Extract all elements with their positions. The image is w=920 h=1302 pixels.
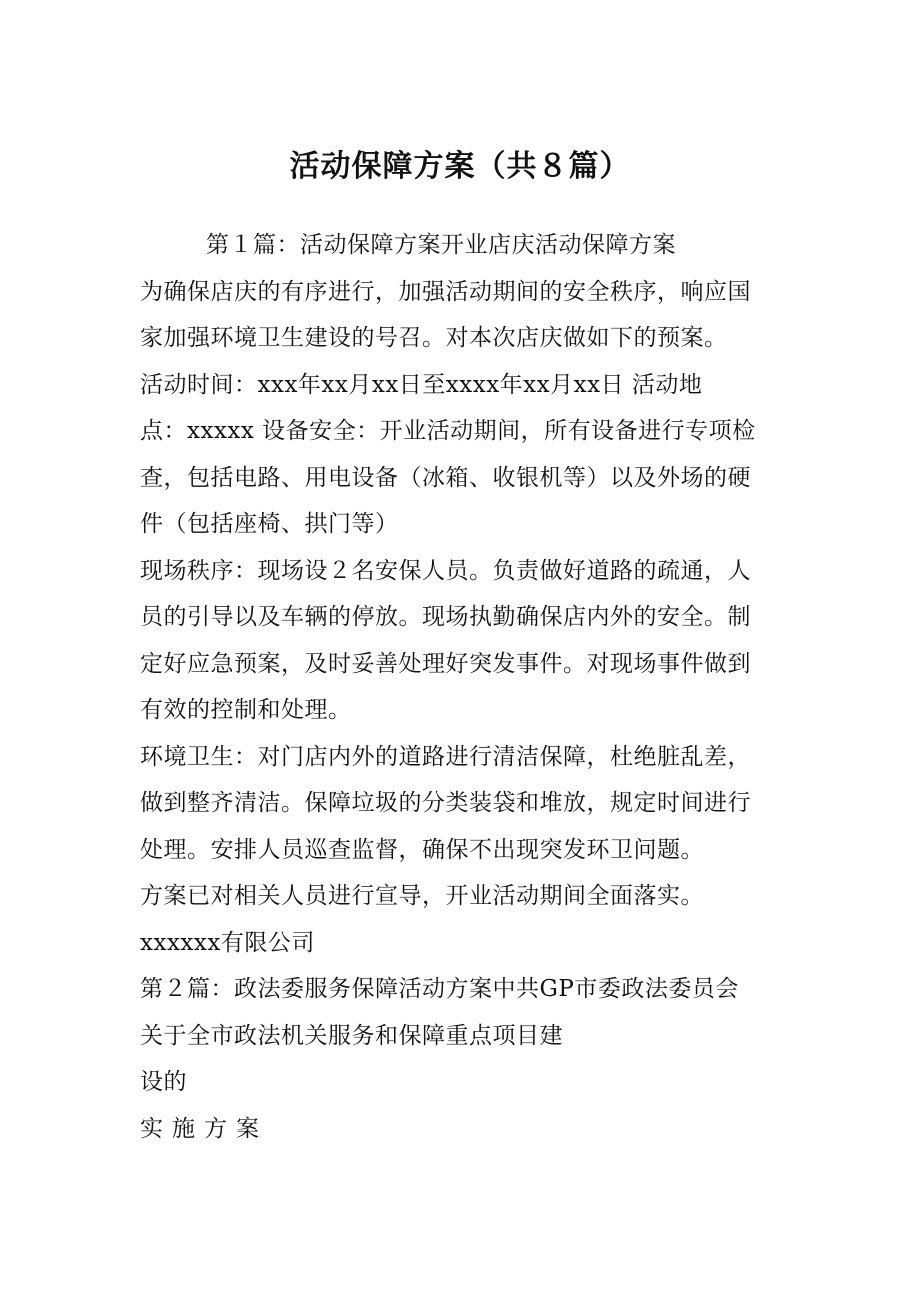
- paragraph-line: 关于全市政法机关服务和保障重点项目建: [140, 1022, 563, 1049]
- paragraph-line: 点：xxxxx 设备安全：开业活动期间，所有设备进行专项检: [140, 418, 756, 444]
- paragraph-line: 实施方案: [140, 1115, 268, 1142]
- paragraph-line: 员的引导以及车辆的停放。现场执勤确保店内外的安全。制: [140, 604, 751, 630]
- paragraph-line: 设的: [140, 1069, 187, 1095]
- paragraph-line: 为确保店庆的有序进行，加强活动期间的安全秩序，响应国: [140, 278, 751, 305]
- paragraph-line: 环境卫生：对门店内外的道路进行清洁保障，杜绝脏乱差，: [140, 743, 751, 770]
- paragraph-line: 家加强环境卫生建设的号召。对本次店庆做如下的预案。: [140, 325, 728, 351]
- document-body: [140, 222, 785, 1152]
- paragraph-line: 活动时间：xxx年xx月xx日至xxxx年xx月xx日 活动地: [140, 371, 703, 398]
- section-2-heading: 第２篇：政法委服务保障活动方案中共GP市委政法委员会: [140, 976, 739, 1002]
- paragraph-line: 有效的控制和处理。: [140, 697, 352, 723]
- document-title: 活动保障方案（共８篇）: [289, 149, 631, 184]
- paragraph-line: 查，包括电路、用电设备（冰箱、收银机等）以及外场的硬: [140, 464, 751, 491]
- paragraph-line: 做到整齐清洁。保障垃圾的分类装袋和堆放，规定时间进行: [140, 790, 751, 816]
- paragraph-line: 处理。安排人员巡查监督，确保不出现突发环卫问题。: [140, 836, 704, 863]
- section-1-heading: 第１篇：活动保障方案开业店庆活动保障方案: [206, 232, 676, 258]
- paragraph-line: 定好应急预案，及时妥善处理好突发事件。对现场事件做到: [140, 650, 751, 677]
- paragraph-line: 现场秩序：现场设２名安保人员。负责做好道路的疏通，人: [140, 557, 751, 584]
- paragraph-line: 方案已对相关人员进行宣导，开业活动期间全面落实。: [140, 883, 704, 909]
- company-name: xxxxxx有限公司: [140, 929, 315, 956]
- paragraph-line: 件（包括座椅、拱门等）: [140, 511, 399, 537]
